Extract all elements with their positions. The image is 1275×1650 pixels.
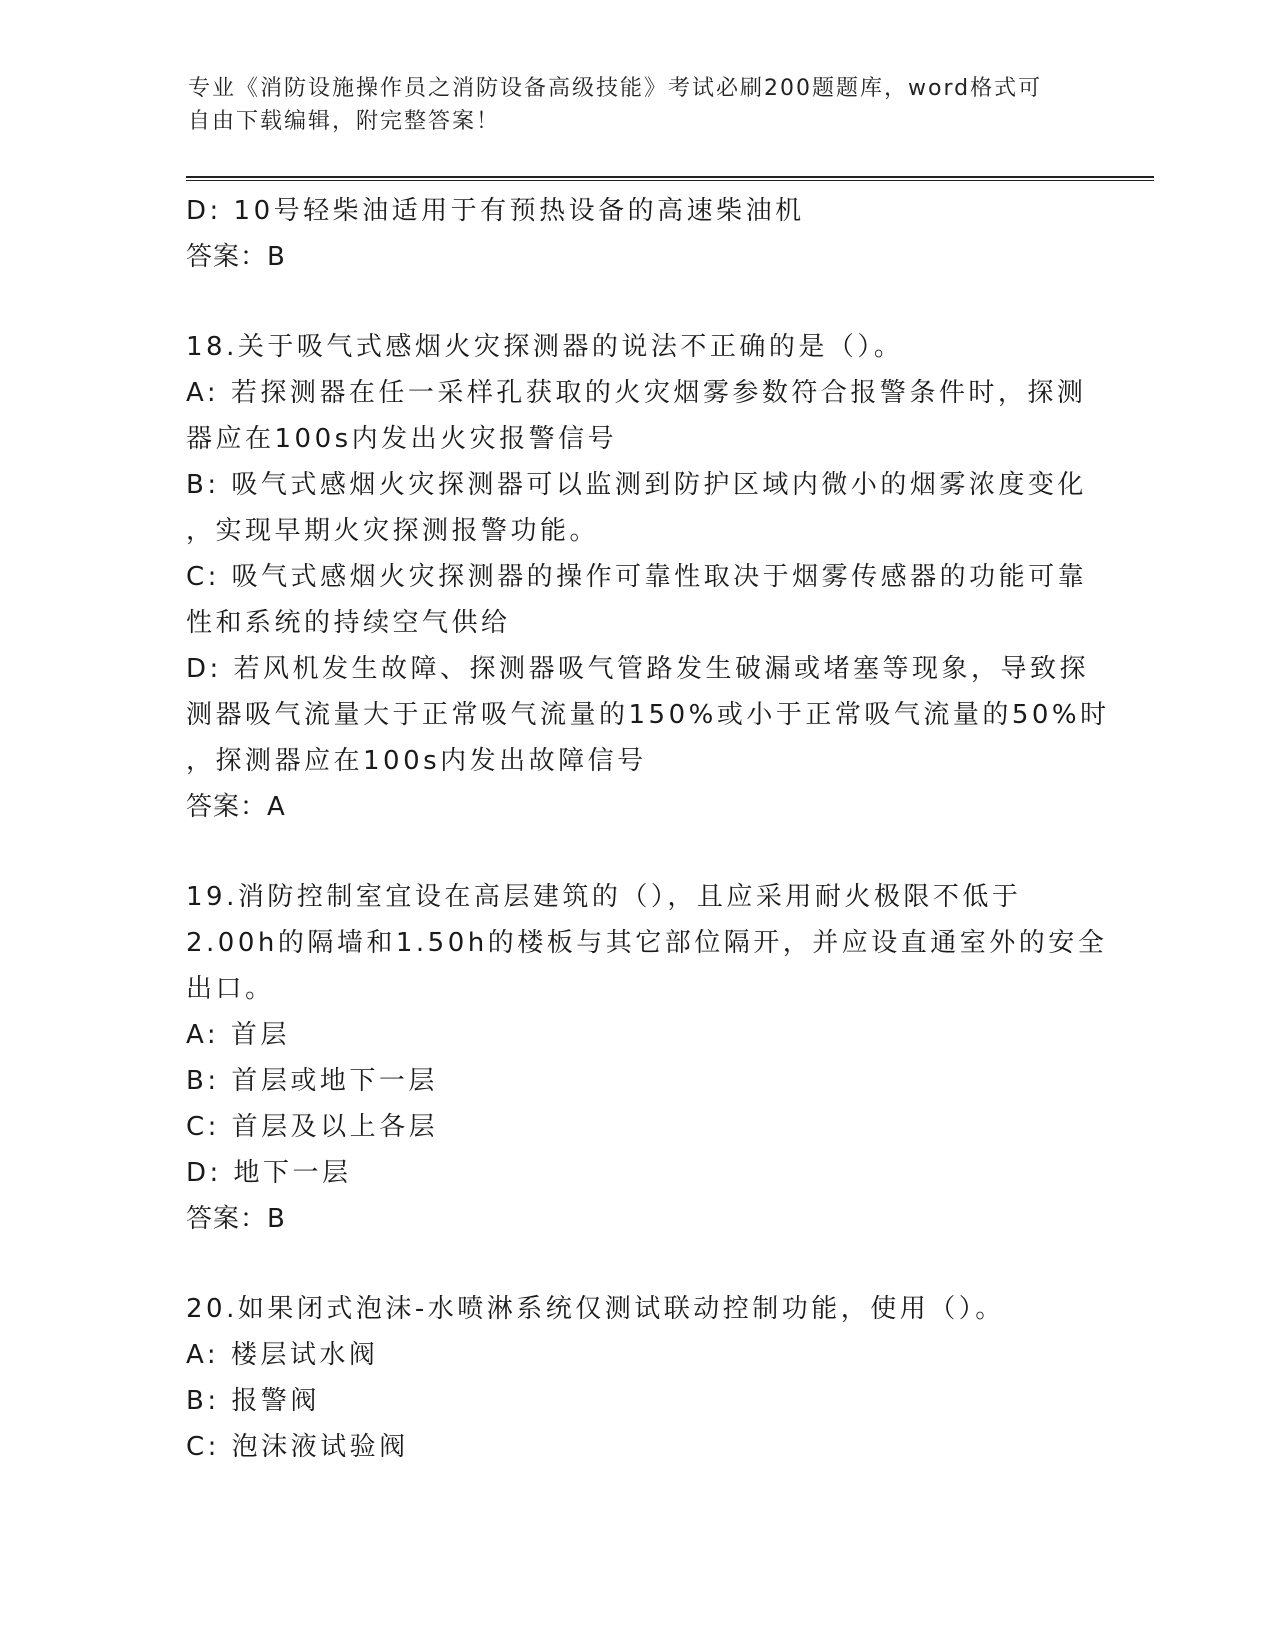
question-content (186, 188, 1110, 1470)
question-text-line-1: 19.消防控制室宜设在高层建筑的（），且应采用耐火极限不低于 (186, 882, 1022, 912)
option-d: D: 10号轻柴油适用于有预热设备的高速柴油机 (186, 196, 805, 226)
option-d-line-2: 测器吸气流量大于正常吸气流量的150%或小于正常吸气流量的50%时 (186, 700, 1110, 730)
option-a: A: 楼层试水阀 (186, 1340, 379, 1370)
header-divider (186, 176, 1154, 181)
option-b-line-1: B: 吸气式感烟火灾探测器可以监测到防护区域内微小的烟雾浓度变化 (186, 470, 1087, 500)
spacer (186, 830, 1086, 874)
option-b: B: 报警阀 (186, 1386, 320, 1416)
spacer (186, 280, 1086, 324)
question-text-line-2: 2.00h的隔墙和1.50h的楼板与其它部位隔开，并应设直通室外的安全 (186, 928, 1108, 958)
question-text: 20.如果闭式泡沫-水喷淋系统仅测试联动控制功能，使用（）。 (186, 1294, 1005, 1324)
question-19 (186, 874, 1108, 1242)
option-a: A: 首层 (186, 1020, 290, 1050)
option-c-line-1: C: 吸气式感烟火灾探测器的操作可靠性取决于烟雾传感器的功能可靠 (186, 562, 1088, 592)
option-c: C: 泡沫液试验阀 (186, 1432, 409, 1462)
spacer (186, 1242, 1086, 1286)
page-header (188, 72, 1068, 138)
question-text-line-3: 出口。 (186, 974, 275, 1004)
question-text: 18.关于吸气式感烟火灾探测器的说法不正确的是（）。 (186, 332, 904, 362)
answer-line: 答案：B (186, 242, 286, 272)
question-17-tail (186, 188, 1086, 280)
header-line-2: 自由下载编辑，附完整答案！ (188, 109, 501, 134)
header-line-1: 专业《消防设施操作员之消防设备高级技能》考试必刷200题题库，word格式可 (188, 76, 1043, 101)
option-a-line-1: A: 若探测器在任一采样孔获取的火灾烟雾参数符合报警条件时，探测 (186, 378, 1087, 408)
option-c-line-2: 性和系统的持续空气供给 (186, 608, 511, 638)
option-c: C: 首层及以上各层 (186, 1112, 439, 1142)
answer-line: 答案：B (186, 1204, 286, 1234)
option-d-line-1: D: 若风机发生故障、探测器吸气管路发生破漏或堵塞等现象，导致探 (186, 654, 1090, 684)
option-d: D: 地下一层 (186, 1158, 352, 1188)
answer-line: 答案：A (186, 792, 286, 822)
question-20 (186, 1286, 1086, 1470)
option-b-line-2: ，实现早期火灾探测报警功能。 (186, 516, 600, 546)
option-d-line-3: ，探测器应在100s内发出故障信号 (186, 746, 647, 776)
question-18 (186, 324, 1110, 830)
option-a-line-2: 器应在100s内发出火灾报警信号 (186, 424, 618, 454)
option-b: B: 首层或地下一层 (186, 1066, 438, 1096)
